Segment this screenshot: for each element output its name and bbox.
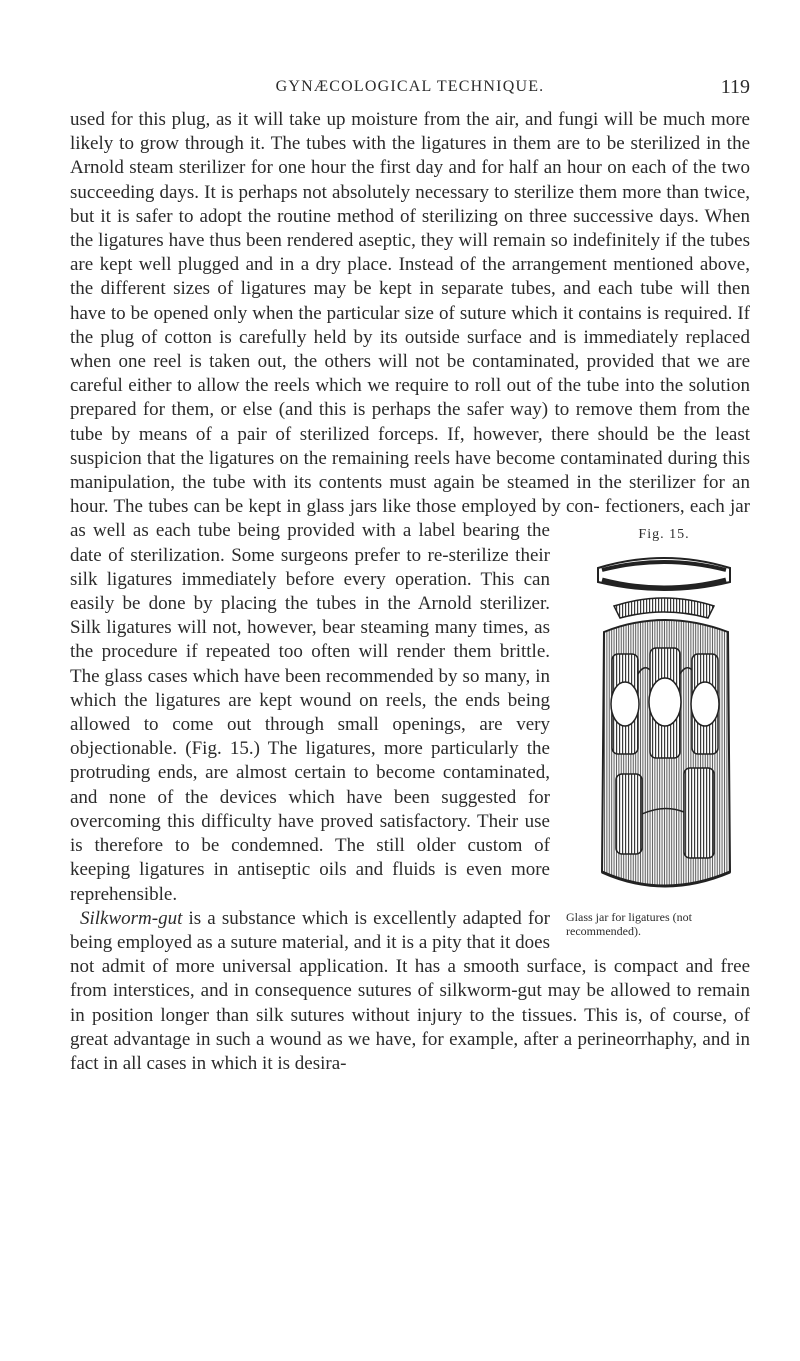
figure-caption: Glass jar for ligatures (not recommended). bbox=[566, 909, 692, 938]
page-number: 119 bbox=[720, 76, 750, 98]
running-head bbox=[70, 78, 750, 102]
body-text bbox=[70, 108, 750, 1076]
glass-jar-illustration bbox=[580, 554, 748, 906]
reel-lower-right bbox=[684, 768, 714, 858]
paragraph-text-before-figure: used for this plug, as it will take up moisture from the air, and fungi will be much more likely to grow through it. The tubes with the ligatures in them are to be sterilized in the Arnold steam sterilizer for one hour the first day and for half an hour on each of the two succeeding days. It is perhaps not absolutely necessary to sterilize them more than twice, but it is safer to adopt the routine method of sterilizing on three successive days. When the ligatures have thus been rendered aseptic, they will remain so indefinitely if the tubes are kept well plugged and in a dry place. Instead of the arrangement mentioned above, the different sizes of ligatures may be kept in separate tubes, and each tube will then have to be opened only when the particular size of suture which it contains is required. If the plug of cotton is carefully held by its outside surface and is immediately replaced when one reel is taken out, the others will not be contaminated, provided that we are careful either to allow the reels which we require to roll out of the tube into the solution prepared for them, or else (and this is perhaps the safer way) to remove them from the tube by means of a pair of sterilized forceps. If, however, there should be the least suspicion that the ligatures on the remaining reels have become contaminated during this manipulation, the tube with its contents must again be steamed in the sterilizer for an hour. The tubes can be kept in glass jars like those employed by con- bbox=[70, 109, 750, 518]
term-silkworm-gut: Silkworm-gut bbox=[80, 907, 183, 929]
paragraph-silkworm-gut-text: is a substance which is excellently adapted for being employed as a suture material, and it is a pity that it does not admit of more universal application. It has a smooth surface, is compact and free from interstices, and in consequence sutures of silkworm-gut may be allowed to remain in position longer than silk sutures without injury to the tissues. This is, of course, of great advantage in such a wound as we have, for example, after a perineorrhaphy, and in fact in all cases in which it is desira- bbox=[70, 907, 750, 1074]
figure-label: Fig. 15. bbox=[638, 527, 690, 543]
reel-lower-left bbox=[616, 774, 642, 854]
figure-15 bbox=[566, 523, 762, 937]
running-title: GYNÆCOLOGICAL TECHNIQUE. bbox=[275, 78, 545, 95]
paragraph-text-beside-figure: fectioners, each jar as well as each tube being provided with a label bearing the date of sterilization. Some surgeons prefer to re-sterilize their silk ligatures immediately before every operation. This can easily be done by placing the tubes in the Arnold sterilizer. Silk ligatures will not, however, bear steaming many times, as the procedure if repeated too often will render them brittle. The glass cases which have been recommended by so many, in which the ligatures are kept wound on reels, the ends being allowed to come out through small openings, are very objectionable. (Fig. 15.) The ligatures, more particularly the protruding ends, are almost certain to become contaminated, and none of the devices which have been suggested for overcoming this difficulty have proved satisfactory. Their use is therefore to be condemned. The still older custom of keeping ligatures in antiseptic oils and fluids is even more reprehensible. bbox=[70, 496, 750, 905]
